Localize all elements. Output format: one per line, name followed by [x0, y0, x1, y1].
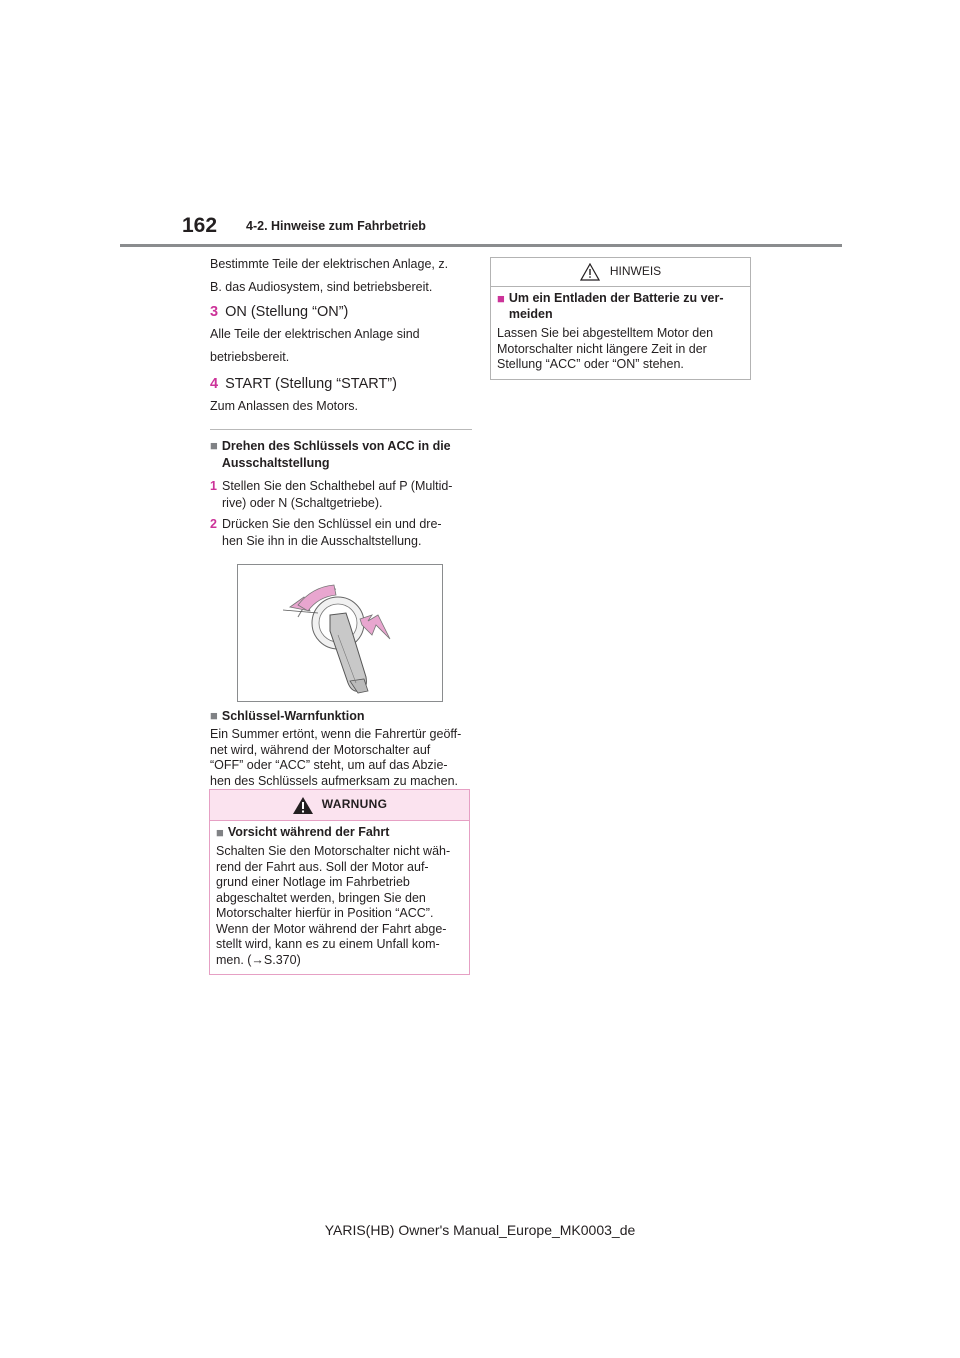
step-title: START (Stellung “START”): [225, 376, 397, 392]
paragraph: [210, 727, 472, 789]
footer-text: YARIS(HB) Owner's Manual_Europe_MK0003_de: [324, 1222, 636, 1238]
item-text: Drücken Sie den Schlüssel ein und dre- hen Sie ihn in die Ausschaltstellung.: [222, 517, 442, 548]
text-line: Lassen Sie bei abgestelltem Motor den: [497, 326, 714, 340]
left-column: [210, 256, 472, 789]
warning-triangle-icon: [292, 796, 314, 815]
text-line: Wenn der Motor während der Fahrt abge-: [216, 921, 447, 936]
notice-header: [491, 258, 750, 287]
intro-line: B. das Audiosystem, sind betriebsbereit.: [210, 280, 433, 294]
subheading-text: Schlüssel-Warnfunktion: [221, 709, 365, 723]
square-bullet-icon: ■: [216, 825, 224, 840]
item-number: 2: [210, 517, 217, 531]
text-line: abgeschaltet werden, bringen Sie den: [216, 890, 426, 905]
subheading-turn-key: [210, 438, 472, 472]
square-bullet-icon: ■: [497, 291, 505, 306]
text-line: grund einer Notlage im Fahrbetrieb: [216, 875, 410, 889]
square-bullet-icon: ■: [210, 708, 218, 723]
step-text: Zum Anlassen des Motors.: [210, 399, 358, 413]
step-number: 4: [210, 376, 219, 392]
text-line: Motorschalter hierfür in Position “ACC”.: [216, 906, 434, 920]
text-line: Motorschalter nicht längere Zeit in der: [497, 341, 707, 356]
ignition-key-illustration: [238, 565, 442, 701]
page-number: 162: [182, 214, 218, 237]
notice-text: [497, 326, 744, 373]
notice-title: [497, 291, 744, 322]
subheading-text: Drehen des Schlüssels von ACC in die Ausschaltstellung: [221, 439, 451, 470]
text-line: stellt wird, kann es zu einem Unfall kom-: [216, 937, 440, 951]
text-line: “OFF” oder “ACC” steht, um auf das Abzie-: [210, 758, 448, 772]
step-4-heading: [210, 376, 472, 393]
warning-label: WARNUNG: [321, 797, 388, 812]
warning-box: [209, 789, 470, 975]
notice-box: [490, 257, 751, 380]
text-line: net wird, während der Motorschalter auf: [210, 742, 431, 757]
text-line: rend der Fahrt aus. Soll der Motor auf-: [216, 859, 429, 874]
section-title: 4-2. Hinweise zum Fahrbetrieb: [246, 219, 426, 233]
text-line: Ein Summer ertönt, wenn die Fahrertür geöff-: [210, 727, 462, 741]
push-arrow-icon: [360, 615, 390, 639]
warning-text: [216, 844, 463, 968]
step-number: 3: [210, 304, 219, 320]
item-number: 1: [210, 479, 217, 493]
list-item: [210, 478, 472, 512]
text-line: Schalten Sie den Motorschalter nicht wäh-: [216, 844, 451, 858]
text-line: hen des Schlüssels aufmerksam zu machen.: [210, 773, 459, 788]
warning-body: [210, 821, 469, 974]
notice-body: [491, 287, 750, 379]
ignition-key-figure: [237, 564, 443, 702]
divider: [210, 429, 472, 430]
caution-triangle-icon: [580, 263, 600, 281]
notice-label: HINWEIS: [609, 264, 662, 279]
warning-title: [216, 825, 463, 841]
step-title: ON (Stellung “ON”): [225, 304, 349, 320]
warning-title-text: Vorsicht während der Fahrt: [227, 825, 390, 839]
warning-header: [210, 790, 469, 821]
step-text: betriebsbereit.: [210, 350, 290, 364]
item-text: Stellen Sie den Schalthebel auf P (Multid- rive) oder N (Schaltgetriebe).: [222, 479, 453, 510]
header-rule: [120, 244, 842, 247]
notice-title-text: Um ein Entladen der Batterie zu ver- meiden: [508, 291, 724, 321]
text-line: Stellung “ACC” oder “ON” stehen.: [497, 357, 684, 371]
intro-line: Bestimmte Teile der elektrischen Anlage, z.: [210, 257, 449, 271]
list-item: [210, 516, 472, 550]
step-3-heading: [210, 304, 472, 321]
subheading-key-warning: [210, 708, 472, 725]
step-text: Alle Teile der elektrischen Anlage sind: [210, 327, 420, 341]
text-line: men. (→S.370): [216, 952, 301, 967]
square-bullet-icon: ■: [210, 438, 218, 453]
